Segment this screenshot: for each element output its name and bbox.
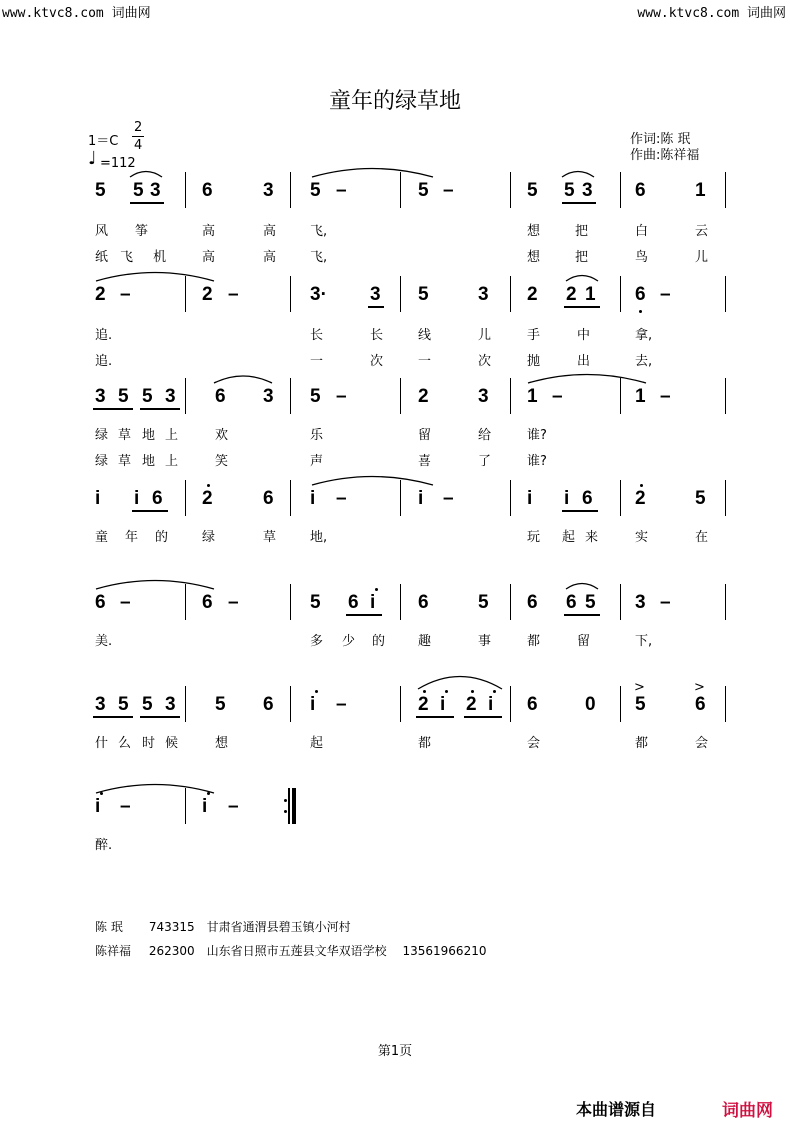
lyric: 醉. — [95, 838, 113, 853]
lyric: 下, — [635, 634, 653, 649]
note: 5 — [310, 386, 321, 407]
note: i — [370, 592, 376, 613]
note: 1 — [585, 284, 596, 305]
note: 5 — [695, 488, 706, 509]
lyric: 次 — [370, 354, 384, 369]
lyric: 乐 — [310, 428, 324, 443]
note: 2 — [95, 284, 106, 305]
lyric: 都 — [635, 736, 649, 751]
lyric: 长 — [310, 328, 324, 343]
lyric: 地 — [142, 454, 156, 469]
note: 6 — [152, 488, 163, 509]
note: 3 — [263, 386, 274, 407]
lyric: 地 — [142, 428, 156, 443]
lyric: 事 — [478, 634, 492, 649]
lyric: 了 — [478, 454, 492, 469]
note: i — [440, 694, 446, 715]
lyric: 草 — [118, 428, 132, 443]
note: 6 — [566, 592, 577, 613]
note: 5 — [118, 386, 129, 407]
lyric: 想 — [527, 250, 541, 265]
lyric: 谁? — [527, 428, 547, 443]
lyric: 起 — [310, 736, 324, 751]
page-title: 童年的绿草地 — [328, 89, 461, 114]
lyric: 绿 — [95, 454, 109, 469]
dash: – — [660, 284, 671, 305]
lyric: 起 — [562, 530, 576, 545]
note: 6 — [635, 180, 646, 201]
lyric: 美. — [95, 634, 113, 649]
footer-zip: 262300 — [148, 944, 195, 958]
lyric: 想 — [215, 736, 229, 751]
note: 1 — [635, 386, 646, 407]
note: 3 — [635, 592, 646, 613]
lyric: 会 — [695, 736, 709, 751]
key-signature: 1＝C — [88, 134, 119, 149]
note: 6 — [263, 694, 274, 715]
lyric: 么 — [118, 736, 132, 751]
note: 3 — [165, 694, 176, 715]
lyric: 去, — [635, 354, 653, 369]
lyric: 筝 — [135, 224, 149, 239]
dash: – — [120, 796, 131, 817]
lyric: 把 — [575, 250, 589, 265]
note: 5 — [564, 180, 575, 201]
lyric: 留 — [577, 634, 591, 649]
note: i — [418, 488, 424, 509]
note: 2 — [566, 284, 577, 305]
lyric: 声 — [310, 454, 324, 469]
lyric: 把 — [575, 224, 589, 239]
note: 5 — [478, 592, 489, 613]
note: 6 — [582, 488, 593, 509]
note: i — [95, 796, 101, 817]
lyric: 的 — [372, 634, 386, 649]
lyric: 出 — [577, 354, 591, 369]
note: 6 — [527, 592, 538, 613]
note: i — [310, 488, 316, 509]
lyric: 长 — [370, 328, 384, 343]
lyric: 拿, — [635, 328, 653, 343]
note: 1 — [527, 386, 538, 407]
lyric: 追. — [95, 354, 113, 369]
footer-address: 山东省日照市五莲县文华双语学校 — [206, 944, 387, 958]
lyric: 儿 — [478, 328, 492, 343]
note: 0 — [585, 694, 596, 715]
note: 6 — [695, 694, 706, 715]
note: 3· — [310, 284, 327, 305]
time-signature-line — [132, 136, 144, 137]
note: 5 — [215, 694, 226, 715]
lyric: 云 — [695, 224, 709, 239]
footer-line-1 — [95, 918, 351, 935]
note: 5 — [635, 694, 646, 715]
lyric: 线 — [418, 328, 432, 343]
lyric: 飞, — [310, 250, 328, 265]
lyric: 飞, — [310, 224, 328, 239]
note: 2 — [418, 694, 429, 715]
note: 3 — [263, 180, 274, 201]
note: 5 — [95, 180, 106, 201]
note: 5 — [133, 180, 144, 201]
lyric: 会 — [527, 736, 541, 751]
lyric: 笑 — [215, 454, 229, 469]
lyric: 上 — [165, 454, 179, 469]
time-signature-bottom: 4 — [134, 138, 143, 153]
lyric: 风 — [95, 224, 109, 239]
dash: – — [552, 386, 563, 407]
note: 5 — [310, 592, 321, 613]
lyric: 鸟 — [635, 250, 649, 265]
note: 6 — [418, 592, 429, 613]
lyric: 绿 — [202, 530, 216, 545]
lyric: 一 — [310, 354, 324, 369]
lyric: 玩 — [527, 530, 541, 545]
note: 6 — [527, 694, 538, 715]
lyric: 中 — [577, 328, 591, 343]
footer-address: 甘肃省通渭县碧玉镇小河村 — [206, 920, 351, 934]
lyric: 年 — [125, 530, 139, 545]
note: 2 — [202, 284, 213, 305]
dash: – — [660, 386, 671, 407]
note: 6 — [263, 488, 274, 509]
watermark-left: www.ktvc8.com 词曲网 — [2, 6, 151, 21]
note: 2 — [527, 284, 538, 305]
source-site-link[interactable]: 词曲网 — [722, 1101, 773, 1121]
note: i — [527, 488, 533, 509]
note: 2 — [466, 694, 477, 715]
note: 2 — [635, 488, 646, 509]
note: 3 — [478, 386, 489, 407]
source-label: 本曲谱源自 — [576, 1100, 657, 1119]
lyric: 留 — [418, 428, 432, 443]
note: 3 — [165, 386, 176, 407]
note: 5 — [310, 180, 321, 201]
note: 6 — [635, 284, 646, 305]
lyric: 儿 — [695, 250, 709, 265]
quarter-note-icon: ♩ — [88, 148, 97, 169]
dash: – — [336, 386, 347, 407]
note: 3 — [95, 694, 106, 715]
lyric: 给 — [478, 428, 492, 443]
lyric: 实 — [635, 530, 649, 545]
note: 5 — [585, 592, 596, 613]
lyric: 地, — [310, 530, 328, 545]
note: 3 — [478, 284, 489, 305]
note: i — [564, 488, 570, 509]
lyric: 追. — [95, 328, 113, 343]
note: 5 — [418, 284, 429, 305]
lyric: 手 — [527, 328, 541, 343]
note: 6 — [202, 592, 213, 613]
footer-zip: 743315 — [148, 920, 195, 934]
dash: – — [228, 796, 239, 817]
lyric: 一 — [418, 354, 432, 369]
note: i — [95, 488, 101, 509]
dash: – — [336, 694, 347, 715]
lyric: 趣 — [418, 634, 432, 649]
note: 6 — [348, 592, 359, 613]
dash: – — [120, 284, 131, 305]
lyricist: 作词:陈 珉 — [630, 132, 691, 147]
accent-icon: > — [634, 680, 645, 695]
lyric: 欢 — [215, 428, 229, 443]
dash: – — [228, 284, 239, 305]
footer-line-2 — [95, 942, 486, 959]
note: 2 — [202, 488, 213, 509]
lyric: 上 — [165, 428, 179, 443]
note: 5 — [118, 694, 129, 715]
lyric: 在 — [695, 530, 709, 545]
note: 5 — [142, 386, 153, 407]
watermark-right: www.ktvc8.com 词曲网 — [637, 6, 786, 21]
dash: – — [660, 592, 671, 613]
page-number: 第1页 — [377, 1044, 413, 1059]
dash: – — [336, 180, 347, 201]
lyric: 草 — [118, 454, 132, 469]
lyric: 少 — [342, 634, 356, 649]
lyric: 多 — [310, 634, 324, 649]
lyric: 绿 — [95, 428, 109, 443]
lyric: 都 — [527, 634, 541, 649]
lyric: 什 — [95, 736, 109, 751]
accent-icon: > — [694, 680, 705, 695]
note: 5 — [527, 180, 538, 201]
lyric: 高 — [263, 224, 277, 239]
footer-phone: 13561966210 — [402, 944, 487, 958]
lyric: 候 — [165, 736, 179, 751]
lyric: 飞 机 — [120, 250, 175, 265]
dash: – — [336, 488, 347, 509]
footer-name: 陈祥福 — [95, 944, 132, 958]
lyric: 高 — [202, 224, 216, 239]
dash: – — [228, 592, 239, 613]
lyric: 的 — [155, 530, 169, 545]
lyric: 喜 — [418, 454, 432, 469]
lyric: 次 — [478, 354, 492, 369]
note: i — [134, 488, 140, 509]
note: i — [310, 694, 316, 715]
lyric: 童 — [95, 530, 109, 545]
note: 3 — [95, 386, 106, 407]
lyric: 高 — [263, 250, 277, 265]
time-signature-top: 2 — [134, 120, 143, 135]
dash: – — [120, 592, 131, 613]
lyric: 谁? — [527, 454, 547, 469]
note: 6 — [202, 180, 213, 201]
lyric: 都 — [418, 736, 432, 751]
lyric: 抛 — [527, 354, 541, 369]
tempo: =112 — [100, 156, 136, 171]
note: i — [488, 694, 494, 715]
lyric: 高 — [202, 250, 216, 265]
note: 6 — [215, 386, 226, 407]
lyric: 时 — [142, 736, 156, 751]
lyric: 来 — [585, 530, 599, 545]
note: 6 — [95, 592, 106, 613]
note: 2 — [418, 386, 429, 407]
note: 3 — [370, 284, 381, 305]
note: 5 — [418, 180, 429, 201]
note: 3 — [582, 180, 593, 201]
note: i — [202, 796, 208, 817]
footer-name: 陈 珉 — [95, 920, 123, 934]
lyric: 白 — [635, 224, 649, 239]
note: 1 — [695, 180, 706, 201]
composer: 作曲:陈祥福 — [630, 148, 700, 163]
note: 3 — [150, 180, 161, 201]
dash: – — [443, 488, 454, 509]
lyric: 草 — [263, 530, 277, 545]
lyric: 纸 — [95, 250, 109, 265]
dash: – — [443, 180, 454, 201]
lyric: 想 — [527, 224, 541, 239]
note: 5 — [142, 694, 153, 715]
